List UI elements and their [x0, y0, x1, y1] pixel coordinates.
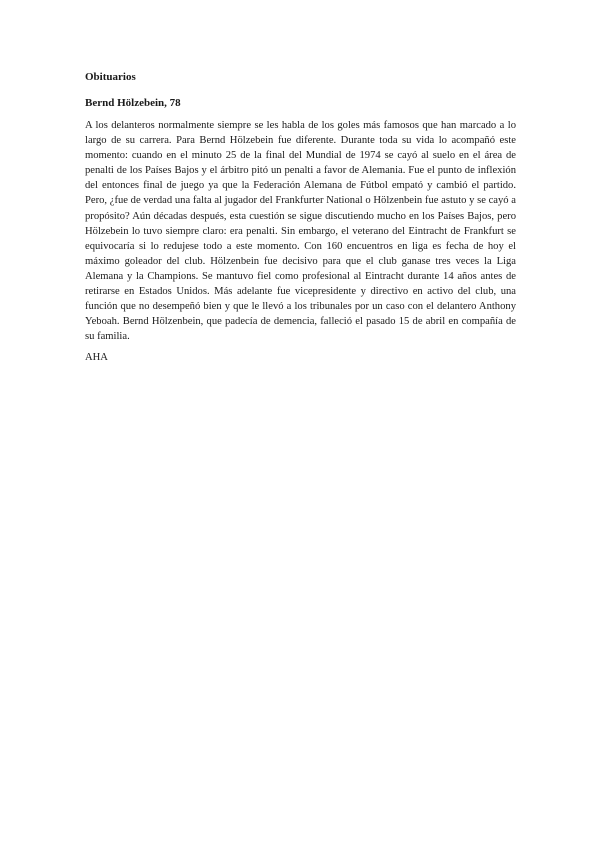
article-title: Bernd Hölzebein, 78 — [85, 97, 181, 109]
author-signature: AHA — [85, 352, 108, 364]
section-title: Obituarios — [85, 71, 136, 83]
article-body: A los delanteros normalmente siempre se les habla de los goles más famosos que han marcado a lo largo de su carrera. Para Bernd Hölzebein fue diferente. Durante toda su vida lo acompañó este momento: cuando en el minuto 25 de la final del Mundial de 1974 se cayó al suelo en el área de penalti de los Países Bajos y el árbitro pitó un penalti a favor de Alemania. Fue el punto de inflexión del entonces final de juego ya que la Federación Alemana de Fútbol empató y cambió el partido. Pero, ¿fue de verdad una falta al jugador del Frankfurter National o Hölzenbein fue astuto y se cayó a propósito? Aún décadas después, esta cuestión se sigue discutiendo mucho en los Países Bajos, pero Hölzebein lo tuvo siempre claro: era penalti. Sin embargo, el veterano del Eintracht de Frankfurt se equivocaría si lo redujese todo a este momento. Con 160 encuentros en liga es fecha de hoy el máximo goleador del club. Hölzenbein fue decisivo para que el club ganase tres veces la Liga Alemana y la Champions. Se mantuvo fiel como profesional al Eintracht durante 14 años antes de retirarse en Estados Unidos. Más adelante fue vicepresidente y directivo en activo del club, una función que no desempeñó bien y que le llevó a los tribunales por un caso con el delantero Anthony Yeboah. Bernd Hölzenbein, que padecía de demencia, falleció el pasado 15 de abril en compañía de su familia. — [85, 120, 516, 343]
document-page — [85, 70, 516, 365]
